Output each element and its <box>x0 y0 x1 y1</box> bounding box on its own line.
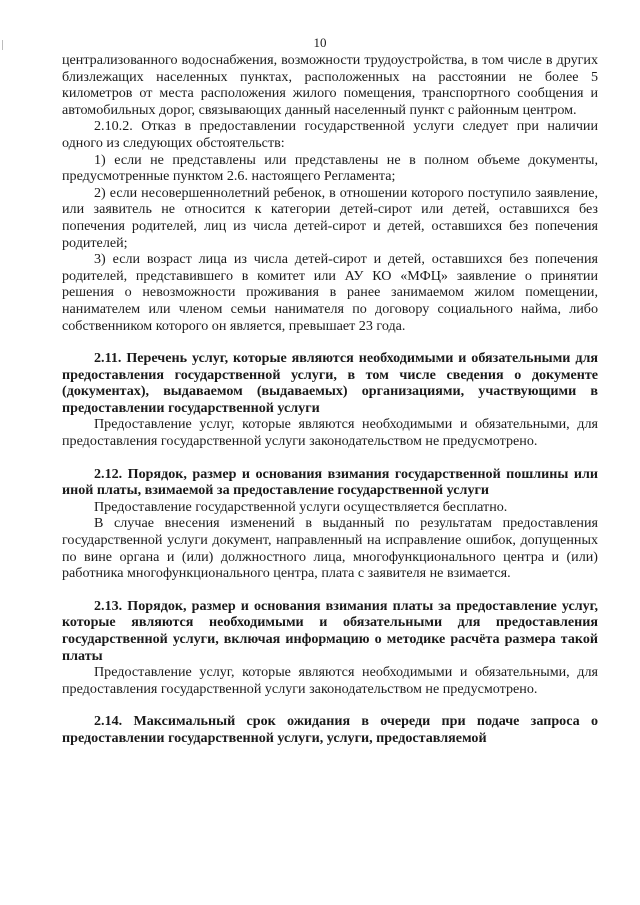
section-heading-2-13: 2.13. Порядок, размер и основания взимания платы за предоставление услуг, которые являются необходимыми и обязательными для предоставления государственной услуги, включая информацию о методике расчёта размера такой платы <box>62 597 598 664</box>
paragraph-2-10-2: 2.10.2. Отказ в предоставлении государственной услуги следует при наличии одного из следующих обстоятельств: <box>62 118 598 151</box>
paragraph-2-11-text: Предоставление услуг, которые являются необходимыми и обязательными, для предоставления государственной услуги законодательством не предусмотрено. <box>62 416 598 450</box>
section-heading-2-11: 2.11. Перечень услуг, которые являются необходимыми и обязательными для предоставления государственной услуги, в том числе сведения о документе (документах), выдаваемом (выдаваемых) организациями, участвующими в предоставлении государственной услуги <box>62 350 598 416</box>
page-number: 10 <box>313 35 327 50</box>
paragraph-continuation: централизованного водоснабжения, возможности трудоустройства, в том числе в других близлежащих населенных пунктах, расположенных на расстоянии не более 5 километров от места расположения жилого помещения, транспортного сообщения и автомобильных дорог, связывающих данный населенный пункт с районным центром. <box>62 52 598 118</box>
section-heading-2-14: 2.14. Максимальный срок ожидания в очереди при подаче запроса о предоставлении государственной услуги, услуги, предоставляемой <box>62 713 598 746</box>
list-item-1: 1) если не представлены или представлены не в полном объеме документы, предусмотренные пунктом 2.6. настоящего Регламента; <box>62 151 598 185</box>
document-body <box>62 52 598 747</box>
list-item-2: 2) если несовершеннолетний ребенок, в отношении которого поступило заявление, или заявитель не относится к категории детей-сирот или детей, оставшихся без попечения родителей, лиц из числа детей-сирот и детей, оставшихся без попечения родителей; <box>62 184 598 251</box>
list-item-3: 3) если возраст лица из числа детей-сирот и детей, оставшихся без попечения родителей, представившего в комитет или АУ КО «МФЦ» заявление о принятии решения о невозможности проживания в ранее занимаемом жилом помещении, нанимателем или членом семьи нанимателя по договору социального найма, либо собственником которого он является, превышает 23 года. <box>62 251 598 334</box>
section-heading-2-12: 2.12. Порядок, размер и основания взимания государственной пошлины или иной платы, взимаемой за предоставление государственной услуги <box>62 465 598 499</box>
paragraph-2-12-text-1: Предоставление государственной услуги осуществляется бесплатно. <box>94 498 508 515</box>
paragraph-2-13-text: Предоставление услуг, которые являются необходимыми и обязательными, для предоставления государственной услуги законодательством не предусмотрено. <box>62 664 598 697</box>
paragraph-2-12-text-2: В случае внесения изменений в выданный по результатам предоставления государственной услуги документ, направленный на исправление ошибок, допущенных по вине органа и (или) должностного лица, многофункционального центра и (или) работника многофункционального центра, плата с заявителя не взимается. <box>62 515 598 582</box>
